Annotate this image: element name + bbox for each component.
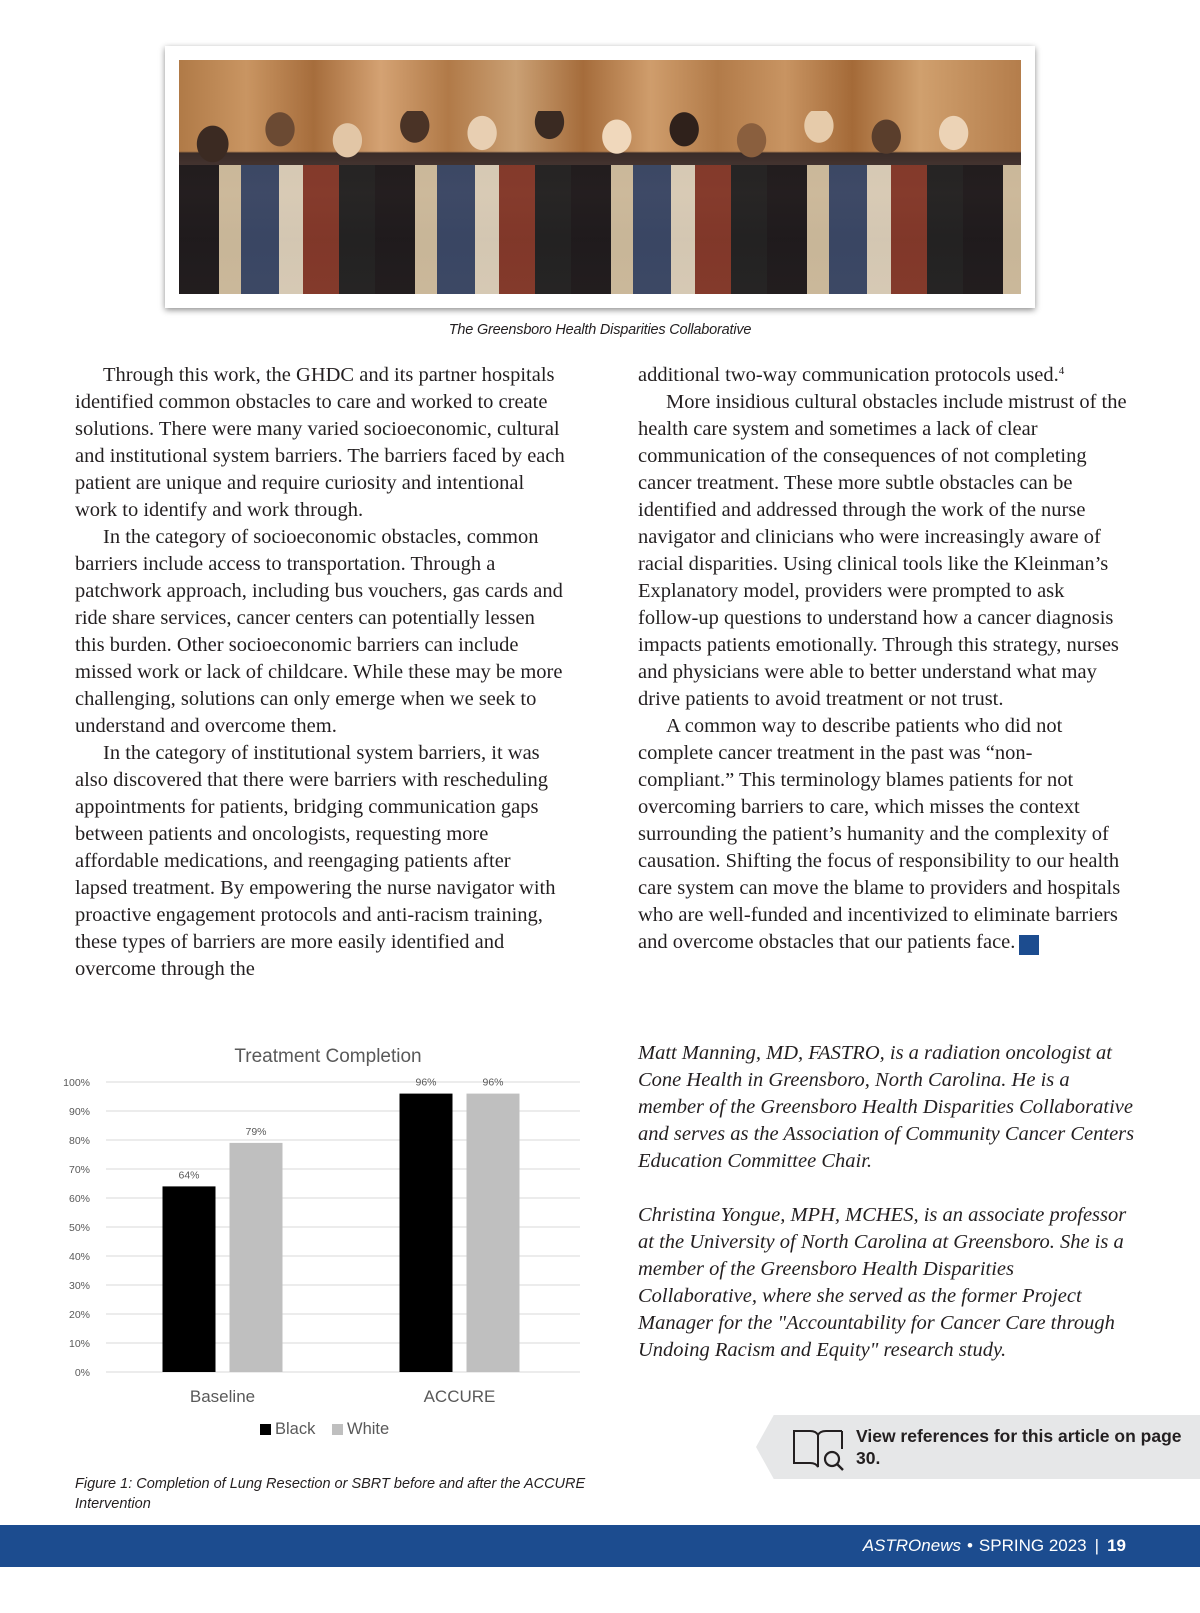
x-category-label: Baseline bbox=[189, 1387, 256, 1406]
y-tick-label: 80% bbox=[68, 1135, 90, 1147]
page-footer bbox=[0, 1525, 1200, 1567]
footer-divider: | bbox=[1094, 1536, 1100, 1555]
chart-title: Treatment Completion bbox=[234, 1046, 422, 1067]
astro-end-mark-icon: A bbox=[1019, 935, 1039, 955]
y-tick-label: 90% bbox=[68, 1106, 90, 1118]
y-tick-label: 20% bbox=[68, 1309, 90, 1321]
footer-issue: SPRING 2023 bbox=[978, 1536, 1087, 1555]
article-paragraph: In the category of institutional system barriers, it was also discovered that there were barriers with rescheduling appointments for patients, bridging communication gaps between patients and oncologists, requesting more affordable medications, and reengaging patients after lapsed treatment. By empowering the nurse navigator with proactive engagement protocols and anti-racism training, these types of barriers are more easily identified and overcome through the bbox=[75, 742, 556, 980]
y-tick-label: 70% bbox=[68, 1164, 90, 1176]
author-bio: Matt Manning, MD, FASTRO, is a radiation oncologist at Cone Health in Greensboro, North Carolina. He is a member of the Greensboro Health Disparities Collaborative and serves as the Association of Community Cancer Centers Education Committee Chair. bbox=[638, 1042, 1135, 1172]
footer-page-number: 19 bbox=[1107, 1536, 1126, 1555]
author-bio: Christina Yongue, MPH, MCHES, is an associate professor at the University of North Carolina at Greensboro. She is a member of the Greensboro Health Disparities Collaborative, where she served as the former Project Manager for the "Accountability for Cancer Care through Undoing Racism and Equity" research study. bbox=[638, 1204, 1127, 1361]
data-label: 64% bbox=[178, 1169, 200, 1182]
footer-text bbox=[863, 1525, 1126, 1567]
continued-text: additional two-way communication protocols used. bbox=[638, 364, 1059, 386]
bar-black-accure bbox=[400, 1094, 453, 1372]
data-label: 96% bbox=[482, 1076, 504, 1089]
bar-white-baseline bbox=[230, 1143, 283, 1372]
y-tick-label: 0% bbox=[74, 1367, 90, 1379]
legend-label: Black bbox=[275, 1420, 316, 1438]
photo-crowd-front bbox=[179, 165, 1021, 294]
article-paragraph: More insidious cultural obstacles include mistrust of the health care system and sometimes a lack of clear communication of the consequences of not completing cancer treatment. These more subtle obstacles can be identified and addressed through the work of the nurse navigator and clinicians who were increasingly aware of racial disparities. Using clinical tools like the Kleinman’s Explanatory model, providers were prompted to ask follow-up questions to understand how a cancer diagnosis impacts patients emotionally. Through this strategy, nurses and physicians were able to better understand what may drive patients to avoid treatment or not trust. bbox=[638, 391, 1127, 710]
y-tick-label: 50% bbox=[68, 1222, 90, 1234]
footer-bullet: • bbox=[966, 1536, 973, 1555]
footer-publication: ASTROnews bbox=[862, 1536, 961, 1555]
references-link-text[interactable]: View references for this article on page 30. bbox=[856, 1426, 1182, 1468]
photo-caption: The Greensboro Health Disparities Collaborative bbox=[448, 322, 752, 338]
y-tick-label: 40% bbox=[68, 1251, 90, 1263]
y-tick-label: 10% bbox=[68, 1338, 90, 1350]
group-photo-frame bbox=[165, 46, 1035, 308]
article-paragraph bbox=[638, 713, 1128, 956]
group-photo bbox=[179, 60, 1021, 294]
treatment-completion-chart bbox=[60, 1040, 600, 1460]
figure-caption: Figure 1: Completion of Lung Resection or SBRT before and after the ACCURE Intervention bbox=[75, 1476, 586, 1512]
final-paragraph-text: A common way to describe patients who did not complete cancer treatment in the past was “non-compliant.” This terminology blames patients for not overcoming barriers to care, which misses the context surrounding the patient’s humanity and the complexity of causation. Shifting the focus of responsibility to our health care system can move the blame to providers and hospitals who are well-funded and incentivized to eliminate barriers and overcome obstacles that our patients face. bbox=[638, 715, 1121, 953]
legend-swatch bbox=[260, 1424, 271, 1435]
article-paragraph: Through this work, the GHDC and its partner hospitals identified common obstacles to care and worked to create solutions. There were many varied socioeconomic, cultural and institutional system barriers. The barriers faced by each patient are unique and require curiosity and intentional work to identify and work through. bbox=[75, 364, 565, 521]
data-label: 79% bbox=[245, 1125, 267, 1138]
article-paragraph-continued bbox=[638, 362, 1128, 389]
article-right-column bbox=[638, 362, 1128, 956]
bar-black-baseline bbox=[163, 1186, 216, 1372]
legend-swatch bbox=[332, 1424, 343, 1435]
x-category-label: ACCURE bbox=[423, 1387, 496, 1406]
y-tick-label: 100% bbox=[63, 1077, 90, 1089]
y-tick-label: 30% bbox=[68, 1280, 90, 1292]
bar-white-accure bbox=[467, 1094, 520, 1372]
legend-label: White bbox=[347, 1420, 390, 1438]
article-left-column bbox=[75, 362, 565, 983]
y-tick-label: 60% bbox=[68, 1193, 90, 1205]
book-search-icon[interactable] bbox=[790, 1425, 846, 1473]
chart-svg bbox=[60, 1040, 600, 1460]
author-bios bbox=[638, 1040, 1138, 1391]
article-paragraph: In the category of socioeconomic obstacles, common barriers include access to transportation. Through a patchwork approach, including bus vouchers, gas cards and ride share services, cancer centers can potentially lessen this burden. Other socioeconomic barriers can include missed work or lack of childcare. While these may be more challenging, solutions can only emerge when we seek to understand and overcome them. bbox=[75, 526, 563, 737]
footnote-marker[interactable]: 4 bbox=[1058, 365, 1065, 377]
data-label: 96% bbox=[415, 1076, 437, 1089]
